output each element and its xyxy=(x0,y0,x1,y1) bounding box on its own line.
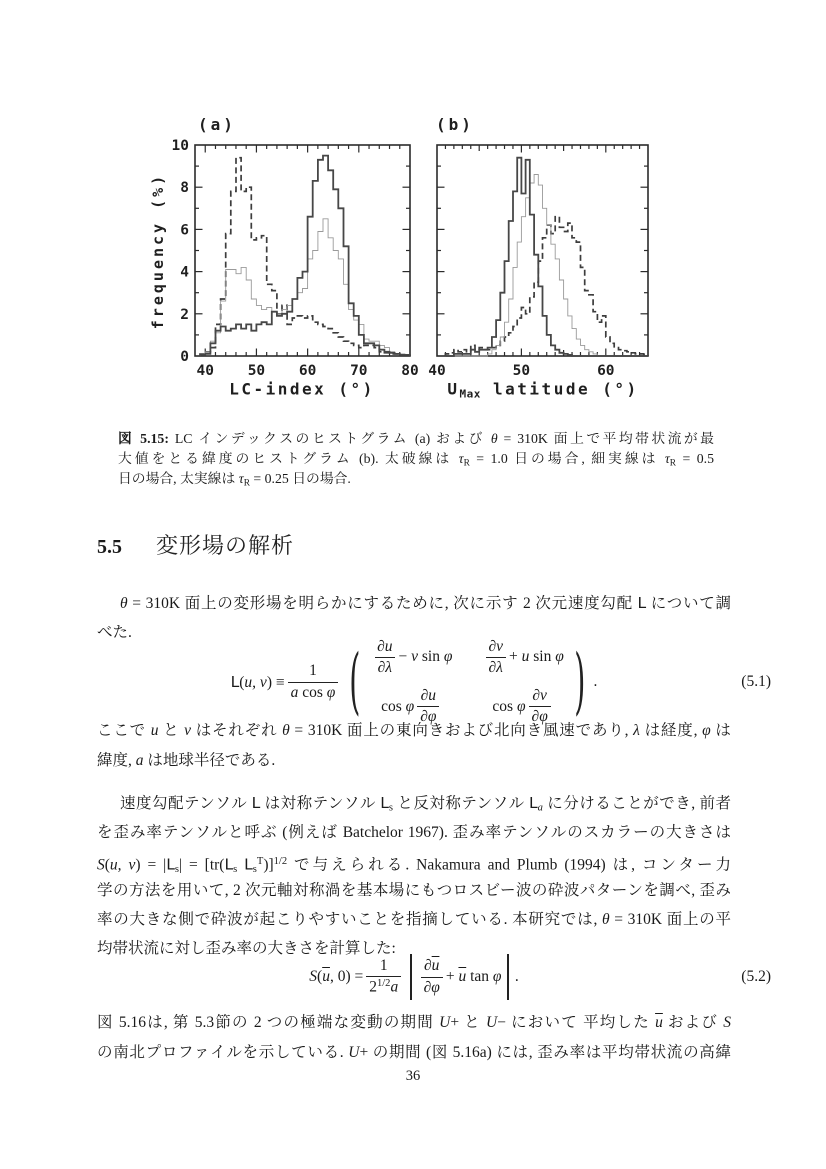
umax-u: U xyxy=(447,379,460,399)
equation-5-1 xyxy=(97,637,771,726)
svg-text:70: 70 xyxy=(350,363,368,379)
section-number: 5.5 xyxy=(97,536,122,558)
svg-text:0: 0 xyxy=(180,349,189,365)
text-line: を歪み率テンソルと呼ぶ (例えば Batchelor 1967). 歪み率テンソルのスカラーの大きさは xyxy=(97,824,731,841)
text-line: S(u, $v) = |L_s| = [tr(L_s$ $L_s^T)]^{1/2}$ で与えられる. Nakamura and Plumb (1994) は, コンター力 xyxy=(97,855,731,875)
paragraph-3 xyxy=(97,789,731,963)
svg-text:40: 40 xyxy=(428,363,446,379)
svg-text:10: 10 xyxy=(171,138,189,154)
matrix-cell-11: $\frac{\partial u}{\partial\lambda}$ − v sin φ xyxy=(371,637,452,678)
umax-subscript: Max xyxy=(459,387,481,401)
right-paren: ) xyxy=(574,640,586,724)
svg-text:50: 50 xyxy=(512,363,531,379)
caption-line: 図 5.15: LC インデックスのヒストグラム (a) および θ = 310K 面上で平均帯状流が最 xyxy=(118,431,714,446)
velocity-gradient-matrix xyxy=(371,637,564,728)
text-line: 図 5.16は, 第 5.3節の 2 つの極端な変動の期間 U+ と U− において 平均した $\overline{u}$ および S xyxy=(97,1014,731,1031)
equation-5-2 xyxy=(97,948,771,1006)
svg-text:40: 40 xyxy=(196,363,214,379)
matrix-cell-22: cos φ $\frac{\partial v}{\partial\varphi}$ xyxy=(482,686,563,727)
series-thick-solid xyxy=(445,158,648,356)
series-thin-solid xyxy=(200,219,410,356)
eq2-period: . xyxy=(514,968,519,985)
panel-a-ylabel: frequency (%) xyxy=(149,172,167,330)
equation-body: $S(\overline{u}$, 0) = $\frac{1}{2^{1/2}a}$ $\frac{\partial\overline{u}}{\partial\varphi}$ + $\overline{u}$ tan φ . xyxy=(309,954,518,1000)
equation-tag-5-2: (5.2) xyxy=(741,968,771,985)
panel-a-xlabel: LC-index (°) xyxy=(229,379,375,399)
series-thick-dashed xyxy=(200,158,410,356)
text-line: の南北プロファイルを示している. U+ の期間 (図 5.16a) には, 歪み率は平均帯状流の高緯 xyxy=(97,1044,731,1061)
histogram-charts-svg xyxy=(140,112,720,404)
svg-text:60: 60 xyxy=(298,363,317,379)
svg-text:60: 60 xyxy=(597,363,615,379)
svg-text:80: 80 xyxy=(401,363,419,379)
caption-line: 大値をとる緯度のヒストグラム (b). 太破線は $\tau_R = 1.0$ 日の場合, 細実線は $\tau_R = 0.5$ xyxy=(118,451,714,469)
text-line: ここで u と v はそれぞれ θ = 310K 面上の東向きおよび北向き風速であり, λ は経度, φ は xyxy=(97,722,731,739)
fraction: $\frac{1}{\text{a cos φ}}$ xyxy=(288,661,339,702)
equation-body xyxy=(231,637,598,728)
paragraph-4 xyxy=(97,1008,731,1068)
text-line: θ = 310K 面上の変形場を明らかにするために, 次に示す 2 次元速度勾配 L について調 xyxy=(120,594,732,612)
panel-b-xlabel xyxy=(447,380,638,401)
svg-text:6: 6 xyxy=(180,222,189,239)
fraction: $\frac{1}{2^{1/2}a}$ xyxy=(366,956,401,998)
section-title: 変形場の解析 xyxy=(156,534,295,559)
text-line: 学の方法を用いて, 2 次元軸対称渦を基本場にもつロスビー波の砕波パターンを調べ, 歪み xyxy=(97,882,731,899)
equation-tag-5-1: (5.1) xyxy=(741,673,771,690)
paragraph-2 xyxy=(97,716,731,776)
svg-text:8: 8 xyxy=(180,180,189,197)
figure-caption xyxy=(118,429,714,489)
matrix-cell-21: cos φ $\frac{\partial u}{\partial\varphi}$ xyxy=(371,686,452,727)
eq2-lhs: $S(\overline{u}$, 0) = xyxy=(309,968,364,985)
eq1-period: . xyxy=(593,673,598,690)
matrix-cell-12: $\frac{\partial v}{\partial\lambda}$ + u sin φ xyxy=(482,637,563,678)
latitude-label: latitude (°) xyxy=(480,379,639,399)
panel-a-label: (a) xyxy=(198,115,236,134)
svg-text:50: 50 xyxy=(247,363,266,379)
text-line: 速度勾配テンソル L は対称テンソル $L_s$ と反対称テンソル $L_a$ に分けることができ, 前者 xyxy=(120,794,731,814)
text-line: 率の大きな側で砕波が起こりやすいことを指摘している. 本研究では, θ = 310K 面上の平 xyxy=(97,911,731,928)
right-abs-bar xyxy=(507,954,508,1000)
left-abs-bar xyxy=(410,954,411,1000)
svg-text:4: 4 xyxy=(180,264,189,281)
series-thick-solid xyxy=(200,156,410,356)
text-line: べた. xyxy=(97,624,132,641)
fraction: $\frac{\partial\overline{u}}{\partial\varphi}$ xyxy=(421,956,443,997)
text-line: 均帯状流に対し歪み率の大きさを計算した: xyxy=(97,940,396,957)
page-number: 36 xyxy=(405,1068,421,1084)
left-paren: ( xyxy=(349,640,361,724)
eq1-lhs: L(u, v) ≡ xyxy=(230,672,285,691)
caption-line: 日の場合, 太実線は $\tau_R = 0.25$ 日の場合. xyxy=(118,471,351,489)
panel-b-label: (b) xyxy=(436,115,474,134)
text-line: 緯度, a は地球半径である. xyxy=(97,752,276,769)
section-heading xyxy=(97,529,294,560)
svg-text:2: 2 xyxy=(180,306,189,323)
